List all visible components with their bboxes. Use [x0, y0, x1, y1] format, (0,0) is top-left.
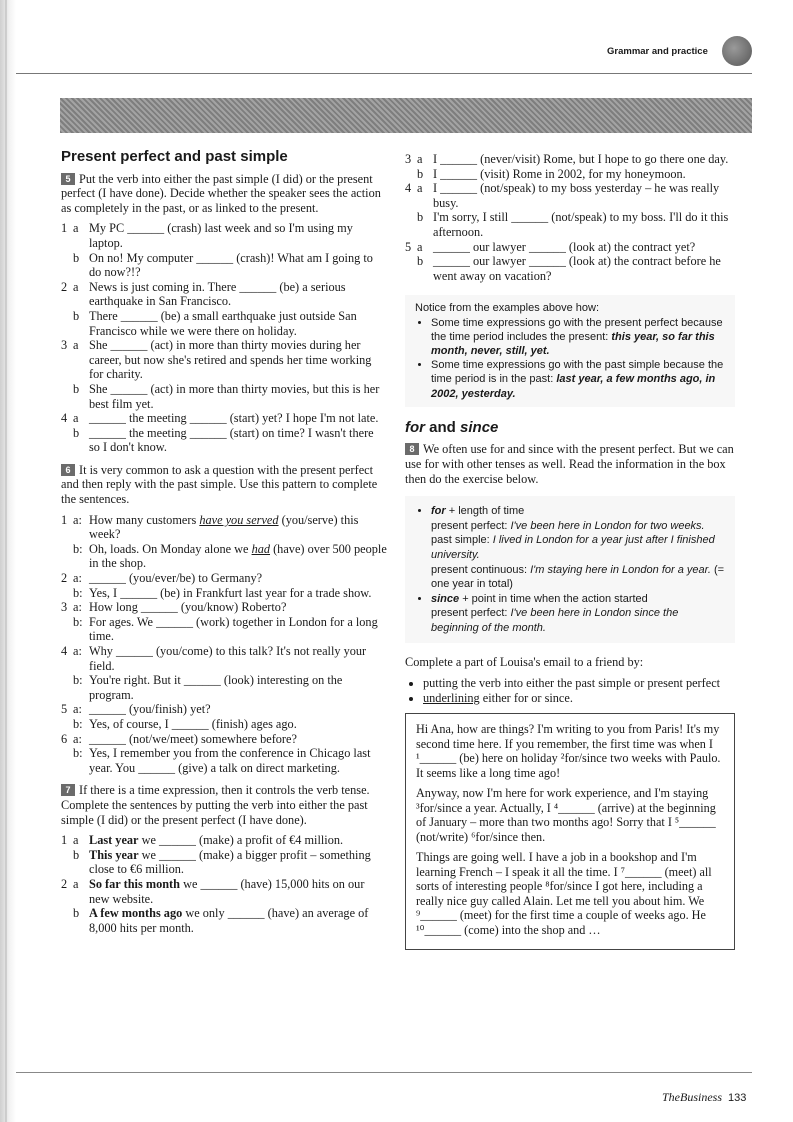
exercise-number: 7	[61, 784, 75, 796]
list-item: b: Yes, I remember you from the conference in Chicago last year. You ______ (give) a talk on direct marketing.	[73, 746, 371, 775]
page-binding-shadow	[0, 0, 16, 1122]
rule-bullet: • since + point in time when the action started present perfect: I've been here in London since the beginning of the month.	[431, 592, 725, 636]
list-item: 2 a So far this month we ______ (have) 15,000 hits on our new website.	[61, 876, 365, 906]
ex5-list	[61, 221, 387, 455]
top-rule	[16, 73, 752, 74]
list-item: b There ______ (be) a small earthquake just outside San Francisco while we were there on holiday.	[73, 308, 357, 338]
ex7-intro: 7 If there is a time expression, then it controls the verb tense. Complete the sentences by putting the verb into either the past simple (I did) or the present perfect (I have done).	[61, 783, 370, 827]
footer-rule	[16, 1072, 752, 1073]
unit-banner	[60, 98, 752, 133]
notice-box: Notice from the examples above how: • Some time expressions go with the present perfect because the time period includes the present: this year, so far this month, never, still, yet. • Some time expressions go with the past simple because the time period is in the past: last year, a few months ago, in 2002, yesterday.	[405, 295, 735, 406]
example-answer: have you served	[199, 512, 279, 527]
list-item: b: For ages. We ______ (work) together in London for a long time.	[73, 614, 378, 644]
left-column	[61, 150, 387, 935]
email-paragraph: Anyway, now I'm here for work experience, and I'm staying ³for/since a year. Actually, I ⁴______ (arrive) at the beginning of January – more than two months ago! Sorry that I ⁵______ (not/write) ⁶for/since then.	[416, 786, 716, 844]
task-item: • underlining either for or since.	[423, 691, 735, 706]
task-item: • putting the verb into either the past simple or present perfect	[423, 676, 735, 691]
list-item: 1 a My PC ______ (crash) last week and so I'm using my laptop.	[61, 221, 353, 250]
for-since-box	[405, 496, 735, 643]
list-item: 3 a She ______ (act) in more than thirty movies during her career, but now she's retired and spends her time working for charity.	[61, 338, 372, 382]
list-item: b She ______ (act) in more than thirty movies, but this is her best film yet.	[73, 381, 380, 411]
list-item: b: Yes, of course, I ______ (finish) ages ago.	[73, 716, 297, 731]
example-answer: had	[251, 541, 271, 556]
list-item: 5 a ______ our lawyer ______ (look at) the contract yet?	[405, 239, 696, 254]
list-item: b ______ our lawyer ______ (look at) the contract before he went away on vacation?	[417, 254, 721, 283]
notice-bullet: • Some time expressions go with the present perfect because the time period includes the present: this year, so far this month, never, still, yet.	[431, 316, 725, 359]
ex5-intro: 5 Put the verb into either the past simple (I did) or the present perfect (I have done). Decide whether the speaker sees the action as completely in the past, or as linked to the present.	[61, 171, 381, 215]
section-circle-icon	[722, 36, 752, 66]
notice-bullet: • Some time expressions go with the past simple because the time period is in the past: last year, a few months ago, in 2002, yesterday.	[431, 358, 725, 401]
exercise-number: 8	[405, 443, 419, 455]
ex7-list	[61, 833, 387, 935]
for-since-title: for and since	[405, 418, 499, 436]
list-item: 4 a I ______ (not/speak) to my boss yesterday – he was really busy.	[405, 181, 720, 210]
ex6-list	[61, 513, 387, 776]
rule-bullet: • for + length of time present perfect: I've been here in London for two weeks. past simple: I lived in London for a year just after I finished university. present continuous: I'm staying here in London for a year. (= one year in total)	[431, 504, 725, 592]
right-column	[405, 152, 735, 950]
email-paragraph: Things are going well. I have a job in a bookshop and I'm learning French – I speak it all the time. I ⁷______ (meet) all sorts of interesting people ⁸for/since I got here, including a really nice guy called Alain. Let me tell you about him. We ⁹______ (meet) for the first time a couple of weeks ago. He ¹⁰______ (come) into the shop and …	[416, 850, 712, 937]
list-item: b: Oh, loads. On Monday alone we had (have) over 500 people in the shop.	[73, 541, 387, 571]
list-item: b ______ the meeting ______ (start) on time? I wasn't there so I don't know.	[73, 425, 374, 455]
ex8-intro: 8 We often use for and since with the present perfect. But we can use for with other tenses as well. Read the information in the box then do the exercise below.	[405, 442, 734, 486]
list-item: 2 a News is just coming in. There ______ (be) a serious earthquake in San Francisco.	[61, 279, 346, 309]
list-item: b On no! My computer ______ (crash)! What am I going to do now?!?	[73, 250, 373, 280]
list-item: b This year we ______ (make) a bigger profit – something close to €6 million.	[73, 847, 371, 877]
page-binding-line	[5, 0, 7, 1122]
list-item: 4 a: Why ______ (you/come) to this talk? It's not really your field.	[61, 644, 367, 673]
ex7-continued-list	[405, 152, 735, 283]
email-box	[405, 713, 735, 950]
email-paragraph: Hi Ana, how are things? I'm writing to you from Paris! It's my second time here. If you remember, the first time was when I ¹______ (be) here on holiday ²for/since two weeks with Paulo. It seems like a long time ago!	[416, 722, 721, 780]
page-footer	[662, 1090, 746, 1105]
section-title: Present perfect and past simple	[61, 148, 288, 165]
list-item: b: Yes, I ______ (be) in Frankfurt last year for a trade show.	[73, 585, 372, 600]
list-item: b I ______ (visit) Rome in 2002, for my honeymoon.	[417, 166, 686, 181]
exercise-number: 6	[61, 464, 75, 476]
page-number: 133	[728, 1092, 747, 1104]
ex6-intro: 6 It is very common to ask a question with the present perfect and then reply with the past simple. Use this pattern to complete the sentences.	[61, 462, 378, 507]
list-item: 1 a: How many customers have you served (you/serve) this week?	[61, 512, 359, 542]
list-item: 3 a I ______ (never/visit) Rome, but I hope to go there one day.	[405, 152, 729, 166]
list-item: 2 a: ______ (you/ever/be) to Germany?	[61, 571, 263, 586]
section-tag: Grammar and practice	[607, 46, 708, 57]
list-item: 3 a: How long ______ (you/know) Roberto?	[61, 600, 287, 615]
list-item: b I'm sorry, I still ______ (not/speak) to my boss. I'll do it this afternoon.	[417, 210, 729, 239]
brand-logo: TheBusiness	[662, 1090, 722, 1104]
list-item: 1 a Last year we ______ (make) a profit of €4 million.	[61, 833, 344, 848]
list-item: b: You're right. But it ______ (look) interesting on the program.	[73, 673, 343, 702]
task-intro: Complete a part of Louisa's email to a friend by:	[405, 655, 644, 670]
list-item: b A few months ago we only ______ (have) an average of 8,000 hits per month.	[73, 906, 369, 935]
list-item: 4 a ______ the meeting ______ (start) yet? I hope I'm not late.	[61, 411, 379, 426]
task-list	[405, 676, 735, 705]
exercise-number: 5	[61, 173, 75, 185]
list-item: 6 a: ______ (not/we/meet) somewhere before?	[61, 731, 297, 746]
list-item: 5 a: ______ (you/finish) yet?	[61, 702, 211, 717]
